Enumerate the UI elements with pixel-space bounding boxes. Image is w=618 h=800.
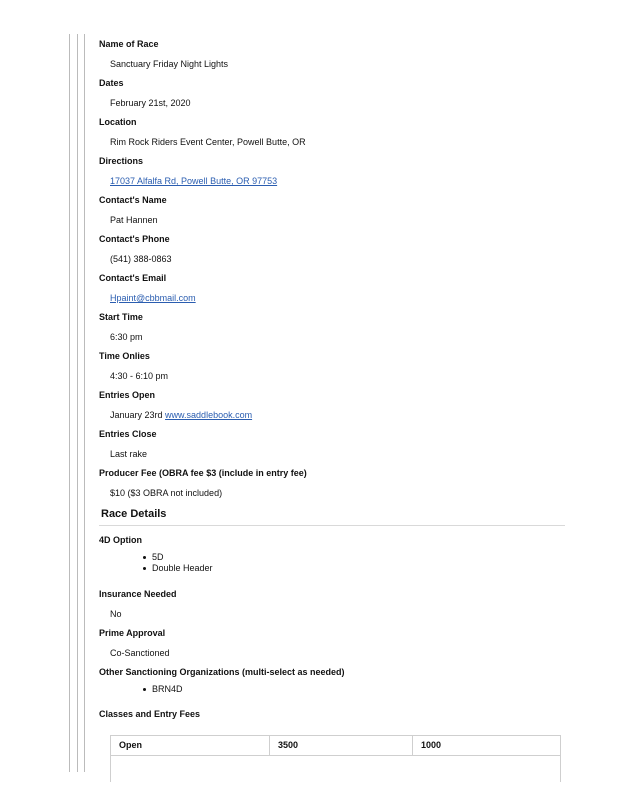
contact-phone-label: Contact's Phone <box>99 234 170 244</box>
name-of-race-value: Sanctuary Friday Night Lights <box>110 59 229 69</box>
table-cell: Open <box>111 736 270 755</box>
name-of-race-label: Name of Race <box>99 39 159 49</box>
list-item: 5D <box>152 552 565 563</box>
table-cell: 3500 <box>270 736 413 755</box>
prime-approval-value: Co-Sanctioned <box>110 648 170 658</box>
dates-value: February 21st, 2020 <box>110 98 191 108</box>
location-label: Location <box>99 117 137 127</box>
producer-fee-value: $10 ($3 OBRA not included) <box>110 488 223 498</box>
contact-phone-value: (541) 388-0863 <box>110 254 172 264</box>
entries-close-value: Last rake <box>110 449 148 459</box>
4d-option-label: 4D Option <box>99 535 142 545</box>
left-margin-line-2 <box>77 34 78 772</box>
insurance-label: Insurance Needed <box>99 589 177 599</box>
contact-email-link[interactable]: Hpaint@cbbmail.com <box>110 293 196 303</box>
entries-close-label: Entries Close <box>99 429 157 439</box>
producer-fee-label: Producer Fee (OBRA fee $3 (include in entry fee) <box>99 468 307 478</box>
4d-option-list <box>99 552 565 574</box>
table-row <box>111 736 560 756</box>
contact-email-label: Contact's Email <box>99 273 167 283</box>
sanctioning-orgs-label: Other Sanctioning Organizations (multi-select as needed) <box>99 667 345 677</box>
race-details-heading: Race Details <box>101 508 167 520</box>
contact-name-value: Pat Hannen <box>110 215 158 225</box>
list-item: Double Header <box>152 563 565 574</box>
dates-label: Dates <box>99 78 124 88</box>
prime-approval-label: Prime Approval <box>99 628 166 638</box>
start-time-label: Start Time <box>99 312 143 322</box>
time-onlies-value: 4:30 - 6:10 pm <box>110 371 169 381</box>
saddlebook-link[interactable]: www.saddlebook.com <box>165 410 253 420</box>
directions-link[interactable]: 17037 Alfalfa Rd, Powell Butte, OR 97753 <box>110 176 278 186</box>
table-cell: 1000 <box>421 740 442 750</box>
entries-open-label: Entries Open <box>99 390 156 400</box>
sanctioning-orgs-list <box>99 684 565 695</box>
start-time-value: 6:30 pm <box>110 332 143 342</box>
entries-open-date: January 23rd <box>110 410 166 420</box>
entries-open-value <box>110 410 565 421</box>
left-margin-line-3 <box>84 34 85 772</box>
location-value: Rim Rock Riders Event Center, Powell Butte, OR <box>110 137 306 147</box>
list-item: BRN4D <box>152 684 565 695</box>
time-onlies-label: Time Onlies <box>99 351 150 361</box>
race-form <box>99 39 565 720</box>
insurance-value: No <box>110 609 122 619</box>
directions-label: Directions <box>99 156 144 166</box>
contact-name-label: Contact's Name <box>99 195 167 205</box>
section-divider <box>99 525 565 526</box>
left-margin-line-1 <box>69 34 70 772</box>
classes-fees-table <box>110 735 561 782</box>
classes-fees-label: Classes and Entry Fees <box>99 709 201 719</box>
